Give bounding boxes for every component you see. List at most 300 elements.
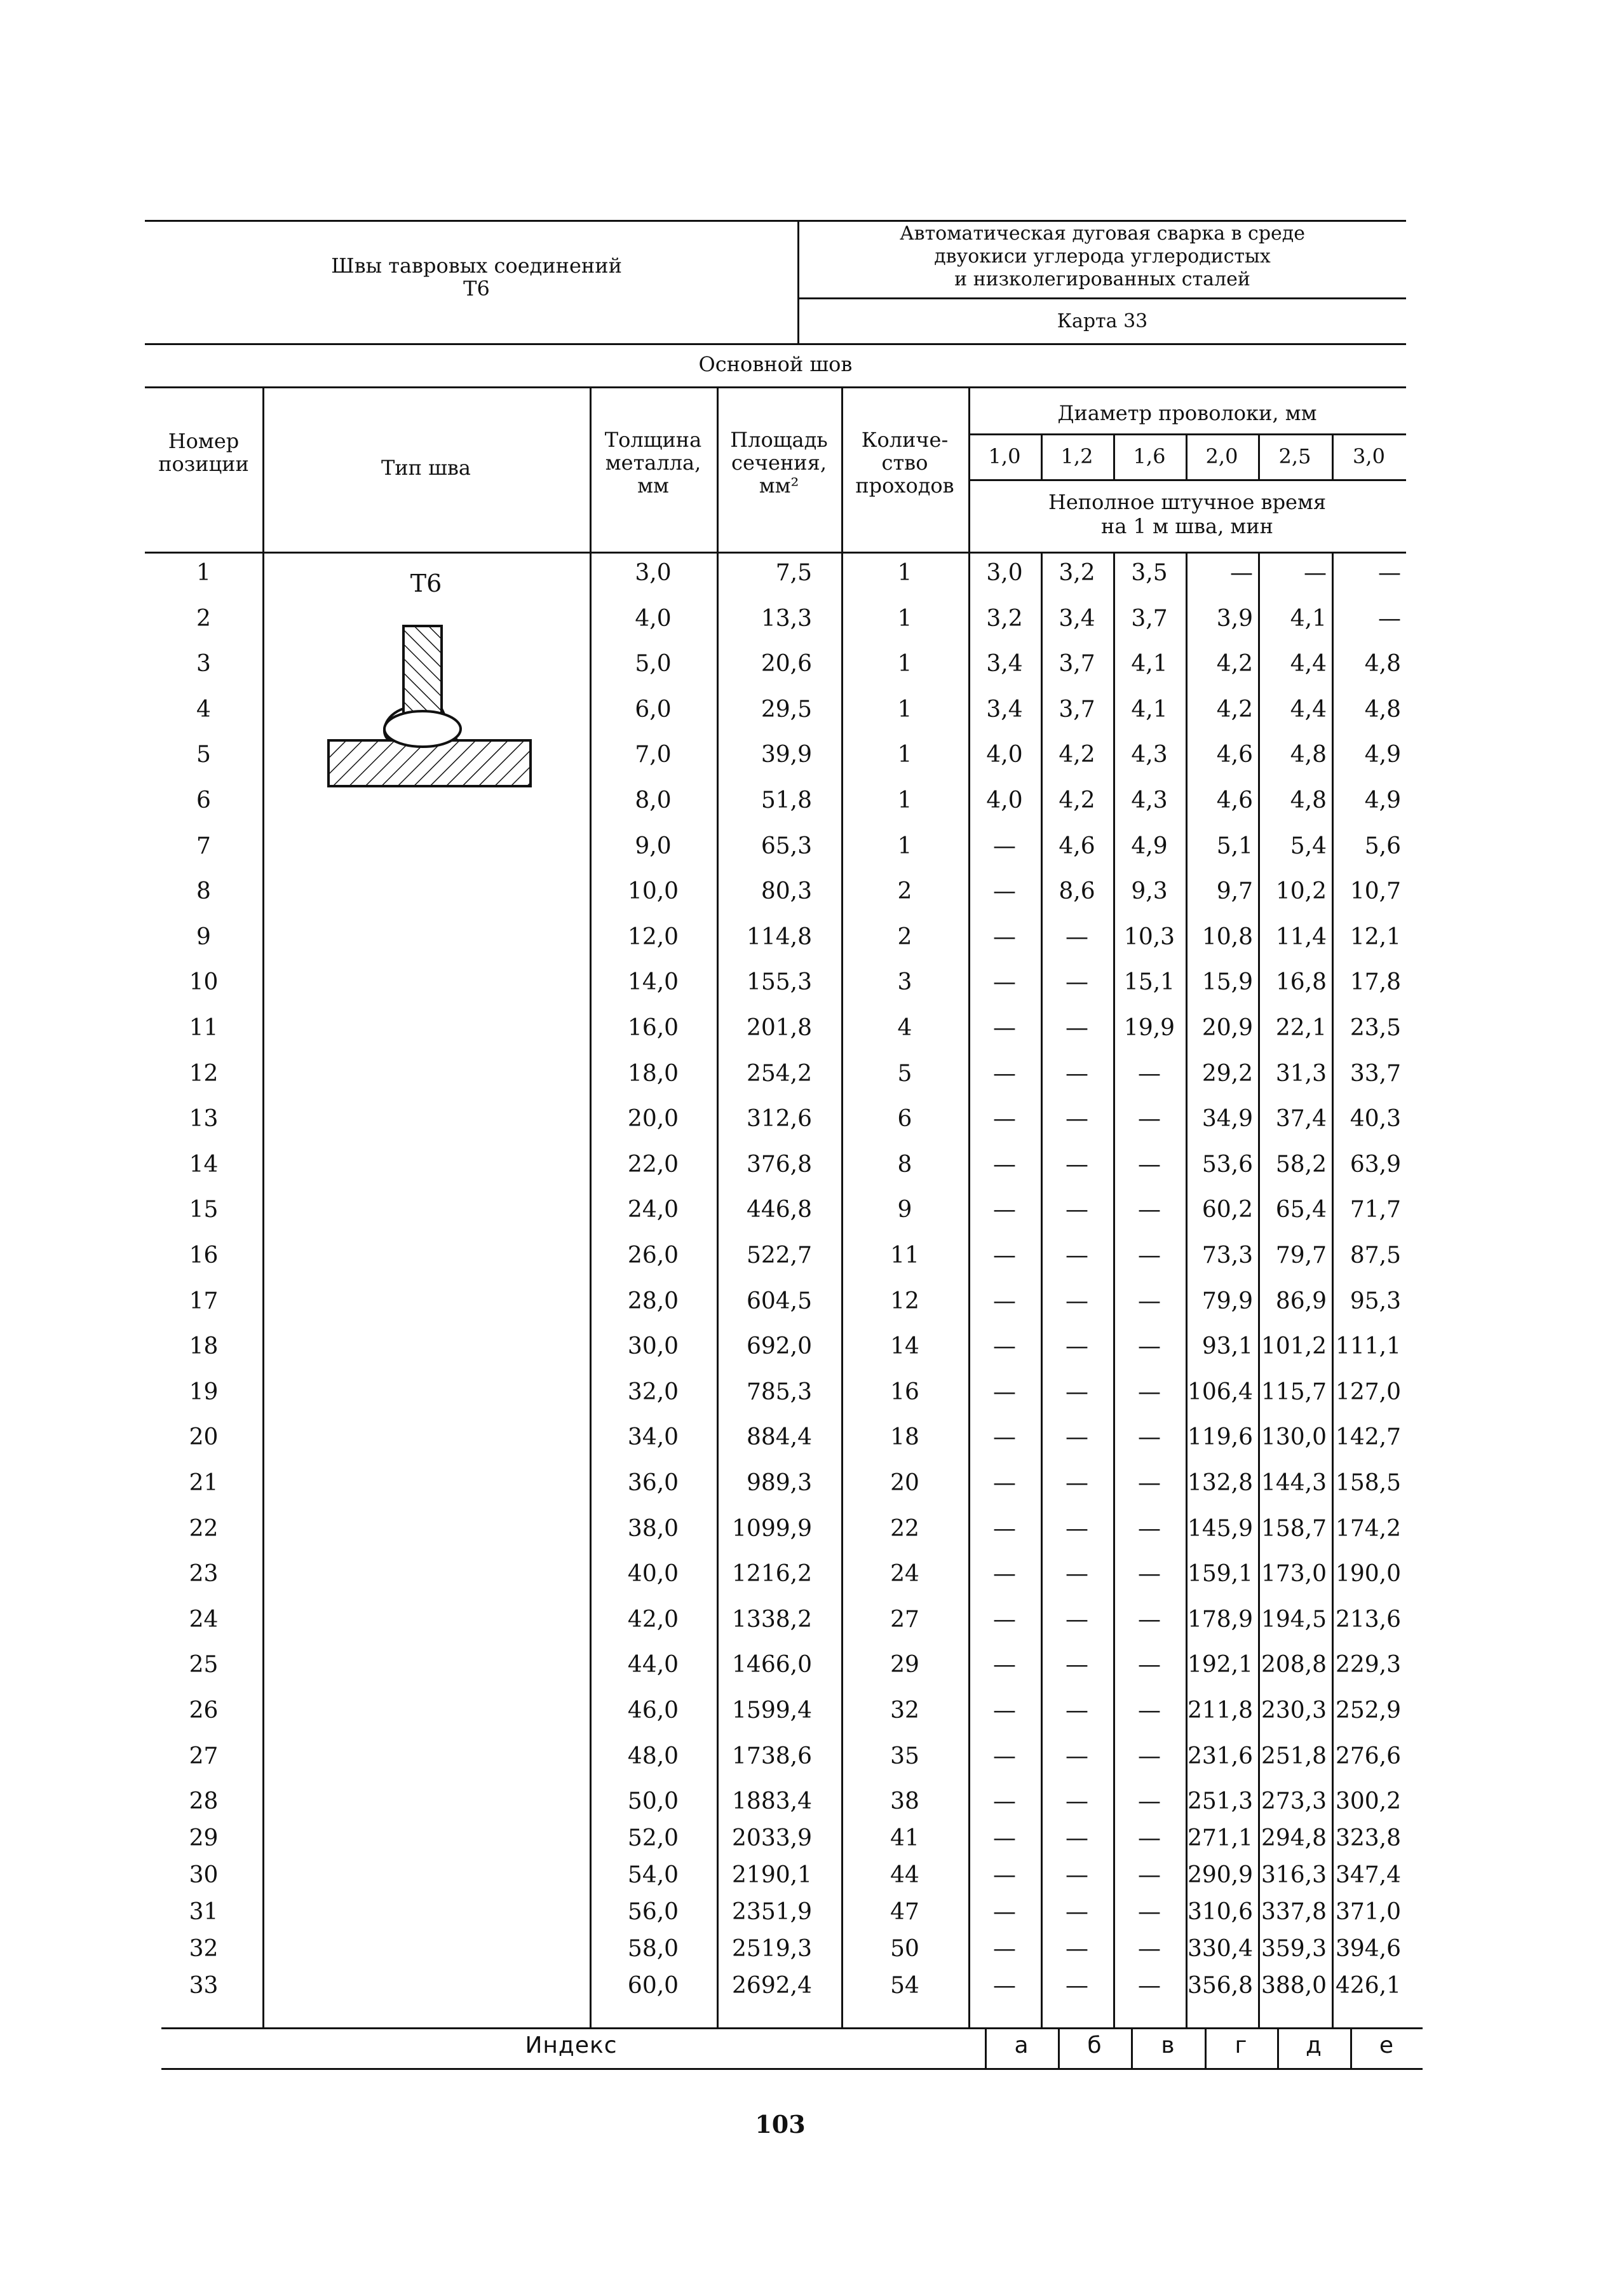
time-value-1-0: — [993,1378,1016,1405]
time-value-2-5: 130,0 [1261,1424,1327,1451]
col-thick-header-1: Толщина [604,428,702,452]
time-value-1-2: 3,2 [1059,560,1095,586]
row-number: 22 [189,1515,219,1542]
time-value-1-0: — [993,878,1016,905]
time-value-2-0: 4,2 [1216,651,1253,677]
time-value-1-0: — [993,969,1016,996]
time-value-1-2: 4,6 [1059,833,1095,859]
passes-value: 1 [897,833,912,859]
index-letter-3: в [1161,2032,1175,2058]
index-rule-6 [1350,2027,1352,2068]
time-value-1-6: 4,9 [1131,833,1168,859]
thickness-value: 18,0 [627,1060,679,1087]
time-value-1-2: — [1066,1743,1088,1769]
time-value-2-0: 15,9 [1201,969,1253,996]
time-value-1-6: — [1138,1606,1161,1633]
time-value-2-5: 58,2 [1275,1151,1327,1178]
weld-diagram [321,620,537,794]
time-value-2-5: 4,8 [1290,742,1327,768]
passes-value: 1 [897,696,912,723]
header-bottom-rule [145,343,1406,345]
time-value-1-2: — [1066,1197,1088,1223]
time-value-1-2: — [1066,1652,1088,1678]
area-value: 201,8 [746,1015,812,1041]
time-value-1-6: — [1138,1333,1161,1360]
time-value-2-5: 11,4 [1275,923,1327,950]
time-value-1-2: 3,7 [1059,651,1095,677]
time-value-1-2: 3,7 [1059,696,1095,723]
time-value-1-6: — [1138,1424,1161,1451]
area-value: 1099,9 [732,1515,812,1542]
time-value-2-5: 194,5 [1261,1606,1327,1633]
thickness-value: 46,0 [627,1697,679,1724]
area-value: 80,3 [761,878,812,905]
time-value-1-0: — [993,1899,1016,1926]
time-value-1-0: — [993,1652,1016,1678]
time-value-1-0: — [993,1197,1016,1223]
time-header-1: Неполное штучное время [1048,490,1327,514]
passes-value: 1 [897,605,912,632]
thickness-value: 58,0 [627,1936,679,1963]
row-number: 1 [196,560,211,586]
area-value: 2190,1 [732,1862,812,1889]
thickness-value: 30,0 [627,1333,679,1360]
passes-value: 1 [897,787,912,813]
time-value-2-0: 10,8 [1201,923,1253,950]
time-value-2-0: 211,8 [1187,1697,1253,1724]
time-value-2-5: 4,1 [1290,605,1327,632]
area-value: 51,8 [761,787,812,813]
time-value-1-0: — [993,1151,1016,1178]
time-value-1-0: — [993,1470,1016,1496]
time-value-3-0: 142,7 [1335,1424,1401,1451]
wire-diameter-title: Диаметр проволоки, мм [1057,401,1317,425]
wire-diameter-3: 1,6 [1133,444,1166,468]
time-value-1-6: 10,3 [1123,923,1175,950]
passes-value: 1 [897,742,912,768]
time-value-2-0: 330,4 [1187,1936,1253,1963]
body-column-rule-5 [968,552,970,2027]
time-value-2-0: 159,1 [1187,1561,1253,1588]
row-number: 27 [189,1743,219,1769]
area-value: 254,2 [746,1060,812,1087]
wire-column-rule-2 [1113,552,1115,2027]
time-value-3-0: 71,7 [1350,1197,1401,1223]
time-value-1-6: — [1138,1197,1161,1223]
time-value-1-6: — [1138,1151,1161,1178]
thickness-value: 26,0 [627,1242,679,1269]
thickness-value: 12,0 [627,923,679,950]
time-value-3-0: 4,8 [1364,696,1401,723]
body-column-rule-2 [590,552,592,2027]
time-value-1-6: — [1138,1973,1161,1999]
col-pos-header-1: Номер [168,429,240,453]
time-value-2-0: 4,2 [1216,696,1253,723]
row-number: 30 [189,1862,219,1889]
header-left-code: Т6 [463,276,490,301]
body-column-rule-4 [841,552,843,2027]
time-value-1-2: 8,6 [1059,878,1095,905]
time-value-3-0: 347,4 [1335,1862,1401,1889]
time-value-2-5: 173,0 [1261,1561,1327,1588]
rule-after-passes-header [968,386,970,552]
row-number: 5 [196,742,211,768]
index-label: Индекс [525,2032,618,2058]
time-value-2-5: 4,8 [1290,787,1327,813]
time-value-3-0: 229,3 [1335,1652,1401,1678]
time-value-2-0: 53,6 [1201,1151,1253,1178]
area-value: 522,7 [746,1242,812,1269]
area-value: 446,8 [746,1197,812,1223]
time-value-1-6: — [1138,1825,1161,1852]
time-value-1-2: — [1066,1697,1088,1724]
time-value-2-5: 230,3 [1261,1697,1327,1724]
wire-diameter-2: 1,2 [1060,444,1093,468]
time-value-1-2: — [1066,969,1088,996]
row-number: 10 [189,969,219,996]
time-value-1-6: 15,1 [1123,969,1175,996]
time-value-2-5: 158,7 [1261,1515,1327,1542]
thickness-value: 40,0 [627,1561,679,1588]
time-value-1-6: 9,3 [1131,878,1168,905]
thickness-value: 10,0 [627,878,679,905]
time-value-1-6: 19,9 [1123,1015,1175,1041]
time-value-2-0: 231,6 [1187,1743,1253,1769]
area-value: 29,5 [761,696,812,723]
thickness-value: 38,0 [627,1515,679,1542]
row-number: 24 [189,1606,219,1633]
rule-after-thick-header [717,386,719,552]
time-value-3-0: 4,9 [1364,742,1401,768]
time-value-2-5: 294,8 [1261,1825,1327,1852]
thickness-value: 28,0 [627,1288,679,1314]
time-value-3-0: 213,6 [1335,1606,1401,1633]
row-number: 4 [196,696,211,723]
time-value-1-2: — [1066,1973,1088,1999]
diameter-rule-1 [1041,433,1043,479]
diameter-rule-5 [1332,433,1334,479]
thickness-value: 42,0 [627,1606,679,1633]
wire-column-rule-4 [1258,552,1260,2027]
passes-value: 47 [890,1899,919,1926]
time-value-1-2: — [1066,1151,1088,1178]
passes-value: 32 [890,1697,919,1724]
row-number: 20 [189,1424,219,1451]
passes-value: 6 [897,1106,912,1133]
thickness-value: 22,0 [627,1151,679,1178]
passes-value: 1 [897,651,912,677]
time-value-1-2: — [1066,1788,1088,1815]
time-value-2-5: 31,3 [1275,1060,1327,1087]
time-value-1-6: — [1138,1899,1161,1926]
passes-value: 38 [890,1788,919,1815]
time-value-1-0: — [993,1515,1016,1542]
passes-value: 14 [890,1333,919,1360]
time-value-3-0: 426,1 [1335,1973,1401,1999]
card-rule [797,297,1406,299]
time-value-1-2: — [1066,1424,1088,1451]
index-top-rule [161,2027,1423,2029]
row-number: 26 [189,1697,219,1724]
time-value-2-5: 4,4 [1290,651,1327,677]
time-value-3-0: — [1378,605,1401,632]
header-body-rule [145,552,1406,554]
row-number: 31 [189,1899,219,1926]
wire-diameter-5: 2,5 [1278,444,1311,468]
time-value-3-0: 158,5 [1335,1470,1401,1496]
time-value-3-0: 95,3 [1350,1288,1401,1314]
header-right-line-3: и низколегированных сталей [954,268,1250,290]
time-value-2-0: 34,9 [1201,1106,1253,1133]
header-divider [797,220,799,343]
thickness-value: 54,0 [627,1862,679,1889]
time-value-1-2: — [1066,1106,1088,1133]
thickness-value: 48,0 [627,1743,679,1769]
area-value: 2033,9 [732,1825,812,1852]
time-value-2-5: 65,4 [1275,1197,1327,1223]
index-letter-4: г [1235,2032,1247,2058]
weld-type-label: Т6 [410,569,442,597]
time-value-2-5: 10,2 [1275,878,1327,905]
passes-value: 11 [890,1242,919,1269]
row-number: 7 [196,833,211,859]
passes-value: 2 [897,923,912,950]
passes-value: 8 [897,1151,912,1178]
time-value-1-2: — [1066,1936,1088,1963]
time-value-2-5: 359,3 [1261,1936,1327,1963]
passes-value: 5 [897,1060,912,1087]
area-value: 1216,2 [732,1561,812,1588]
row-number: 23 [189,1561,219,1588]
time-value-1-6: — [1138,1743,1161,1769]
time-value-3-0: 252,9 [1335,1697,1401,1724]
time-header-2: на 1 м шва, мин [1101,514,1273,538]
row-number: 28 [189,1788,219,1815]
row-number: 9 [196,923,211,950]
time-value-2-5: 4,4 [1290,696,1327,723]
area-value: 2519,3 [732,1936,812,1963]
row-number: 17 [189,1288,219,1314]
time-value-2-5: 115,7 [1261,1378,1327,1405]
wire-column-rule-3 [1186,552,1188,2027]
thickness-value: 14,0 [627,969,679,996]
passes-value: 16 [890,1378,919,1405]
time-value-2-5: 273,3 [1261,1788,1327,1815]
index-letter-6: е [1379,2032,1394,2058]
time-value-1-6: — [1138,1788,1161,1815]
thickness-value: 32,0 [627,1378,679,1405]
time-value-1-6: — [1138,1652,1161,1678]
passes-value: 2 [897,878,912,905]
rule-after-pos [262,386,264,552]
wire-column-rule-5 [1332,552,1334,2027]
area-value: 1466,0 [732,1652,812,1678]
time-value-3-0: 371,0 [1335,1899,1401,1926]
area-value: 20,6 [761,651,812,677]
time-value-1-0: — [993,923,1016,950]
time-value-2-5: 16,8 [1275,969,1327,996]
time-value-1-2: — [1066,1825,1088,1852]
time-value-1-6: 4,3 [1131,787,1168,813]
time-value-1-0: — [993,1060,1016,1087]
diameter-rule-3 [1186,433,1188,479]
passes-value: 1 [897,560,912,586]
thickness-value: 50,0 [627,1788,679,1815]
area-value: 1338,2 [732,1606,812,1633]
time-value-1-2: — [1066,1015,1088,1041]
time-value-3-0: 5,6 [1364,833,1401,859]
index-bottom-rule [161,2068,1423,2070]
time-value-1-2: — [1066,1899,1088,1926]
time-value-1-0: — [993,1936,1016,1963]
thickness-value: 36,0 [627,1470,679,1496]
wire-diameter-4: 2,0 [1205,444,1238,468]
row-number: 6 [196,787,211,813]
thickness-value: 6,0 [635,696,672,723]
diameter-rule-4 [1258,433,1260,479]
time-value-1-2: — [1066,1333,1088,1360]
col-area-header-2: сечения, [731,451,827,475]
diameter-row-rule [968,479,1406,481]
section-title: Основной шов [698,352,853,376]
time-value-3-0: 323,8 [1335,1825,1401,1852]
time-value-2-5: 101,2 [1261,1333,1327,1360]
col-passes-header-1: Количе- [861,428,949,452]
time-value-2-0: 4,6 [1216,787,1253,813]
time-value-1-0: 3,4 [986,651,1023,677]
area-value: 13,3 [761,605,812,632]
time-value-1-6: 3,5 [1131,560,1168,586]
index-letter-1: а [1014,2032,1029,2058]
header-top-rule [145,220,1406,222]
time-value-1-0: — [993,1697,1016,1724]
time-value-1-2: — [1066,1561,1088,1588]
row-number: 18 [189,1333,219,1360]
time-value-2-5: 337,8 [1261,1899,1327,1926]
time-value-3-0: 394,6 [1335,1936,1401,1963]
time-value-1-0: 3,0 [986,560,1023,586]
index-rule-4 [1205,2027,1207,2068]
time-value-1-6: 4,3 [1131,742,1168,768]
time-value-2-5: 22,1 [1275,1015,1327,1041]
time-value-3-0: — [1378,560,1401,586]
row-number: 3 [196,651,211,677]
time-value-1-0: 4,0 [986,742,1023,768]
body-column-rule-3 [717,552,719,2027]
thickness-value: 34,0 [627,1424,679,1451]
index-rule-5 [1277,2027,1279,2068]
time-value-1-2: — [1066,1862,1088,1889]
time-value-1-2: 4,2 [1059,787,1095,813]
time-value-2-5: 5,4 [1290,833,1327,859]
time-value-2-0: 132,8 [1187,1470,1253,1496]
col-passes-header-3: проходов [855,473,954,498]
wire-diameter-6: 3,0 [1353,444,1385,468]
area-value: 989,3 [746,1470,812,1496]
time-value-1-2: — [1066,1288,1088,1314]
time-value-1-6: — [1138,1470,1161,1496]
time-value-3-0: 190,0 [1335,1561,1401,1588]
index-rule-3 [1131,2027,1133,2068]
row-number: 16 [189,1242,219,1269]
passes-value: 9 [897,1197,912,1223]
row-number: 19 [189,1378,219,1405]
header-left-title: Швы тавровых соединений [331,254,622,278]
area-value: 114,8 [746,923,812,950]
time-value-3-0: 23,5 [1350,1015,1401,1041]
thickness-value: 52,0 [627,1825,679,1852]
row-number: 13 [189,1106,219,1133]
time-value-1-6: 3,7 [1131,605,1168,632]
passes-value: 27 [890,1606,919,1633]
page-number: 103 [755,2110,806,2139]
time-value-2-0: 9,7 [1216,878,1253,905]
time-value-2-0: 251,3 [1187,1788,1253,1815]
area-value: 1738,6 [732,1743,812,1769]
col-passes-header-2: ство [881,451,928,475]
time-value-2-5: 79,7 [1275,1242,1327,1269]
time-value-3-0: 111,1 [1335,1333,1401,1360]
time-value-3-0: 276,6 [1335,1743,1401,1769]
time-value-2-0: 119,6 [1187,1424,1253,1451]
index-rule-2 [1058,2027,1060,2068]
time-value-1-0: — [993,833,1016,859]
area-value: 884,4 [746,1424,812,1451]
thickness-value: 5,0 [635,651,672,677]
row-number: 29 [189,1825,219,1852]
time-value-1-2: — [1066,1378,1088,1405]
col-pos-header-2: позиции [158,452,249,476]
time-value-1-2: — [1066,1515,1088,1542]
area-value: 376,8 [746,1151,812,1178]
time-value-1-0: — [993,1788,1016,1815]
area-value: 65,3 [761,833,812,859]
time-value-1-6: — [1138,1288,1161,1314]
time-value-2-5: 37,4 [1275,1106,1327,1133]
time-value-3-0: 63,9 [1350,1151,1401,1178]
time-value-1-0: — [993,1106,1016,1133]
time-value-1-2: — [1066,1060,1088,1087]
area-value: 1599,4 [732,1697,812,1724]
time-value-1-2: — [1066,1242,1088,1269]
passes-value: 22 [890,1515,919,1542]
row-number: 21 [189,1470,219,1496]
time-value-2-0: 356,8 [1187,1973,1253,1999]
time-value-3-0: 4,9 [1364,787,1401,813]
col-thick-header-2: металла, [605,451,701,475]
time-value-2-0: 145,9 [1187,1515,1253,1542]
row-number: 32 [189,1936,219,1963]
time-value-1-0: — [993,1242,1016,1269]
area-value: 785,3 [746,1378,812,1405]
time-value-1-2: 4,2 [1059,742,1095,768]
time-value-2-5: 86,9 [1275,1288,1327,1314]
thickness-value: 60,0 [627,1973,679,1999]
passes-value: 4 [897,1015,912,1041]
time-value-2-0: 3,9 [1216,605,1253,632]
time-value-3-0: 127,0 [1335,1378,1401,1405]
time-value-1-0: 3,4 [986,696,1023,723]
thickness-value: 3,0 [635,560,672,586]
time-value-2-0: — [1230,560,1253,586]
time-value-3-0: 33,7 [1350,1060,1401,1087]
passes-value: 35 [890,1743,919,1769]
time-value-3-0: 300,2 [1335,1788,1401,1815]
row-number: 8 [196,878,211,905]
time-value-2-0: 310,6 [1187,1899,1253,1926]
row-number: 15 [189,1197,219,1223]
time-value-1-2: 3,4 [1059,605,1095,632]
